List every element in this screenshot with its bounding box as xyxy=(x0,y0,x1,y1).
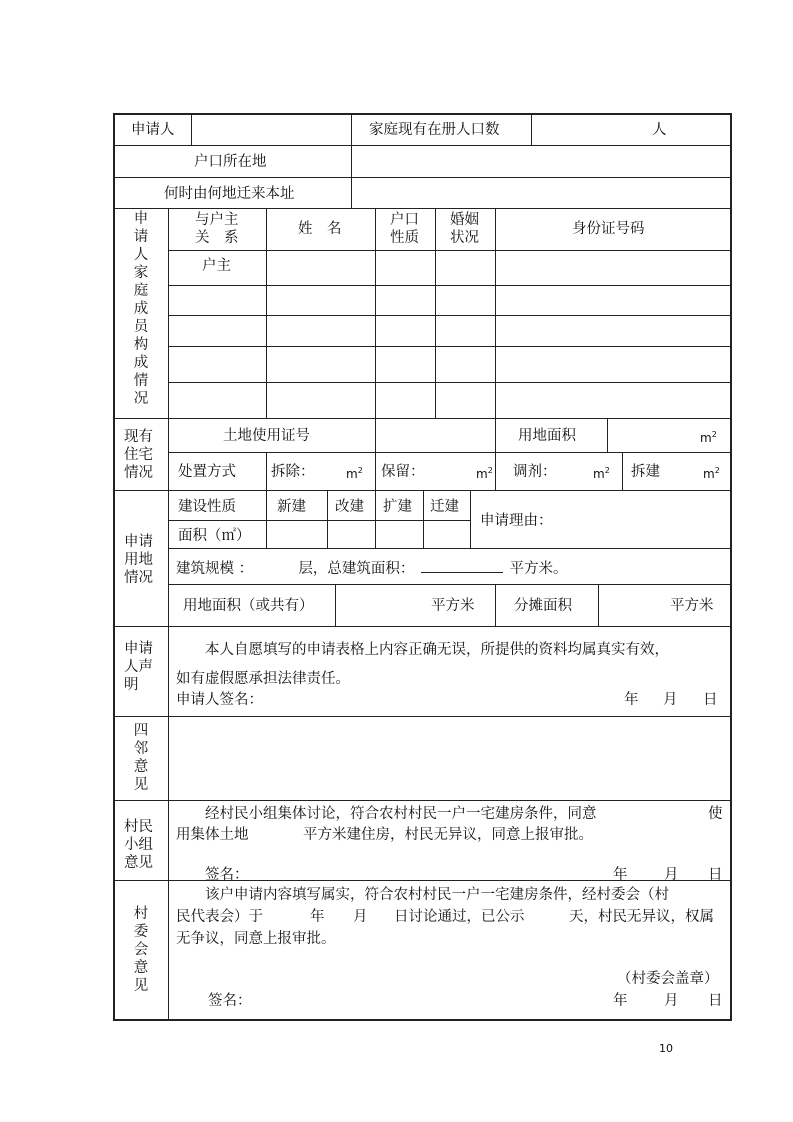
applicant-signature-label: 申请人签名： xyxy=(176,692,263,708)
committee-text-2b: 年 xyxy=(310,909,325,925)
committee-text-3: 无争议，同意上报审批。 xyxy=(176,931,336,947)
group-text-2b: 平方米建住房，村民无异议，同意上报审批。 xyxy=(303,827,593,843)
demolish-label: 拆除： xyxy=(271,464,315,480)
moved-from-field[interactable] xyxy=(352,178,730,208)
land-area-shared-unit: 平方米 xyxy=(431,598,475,614)
committee-signature-label: 签名： xyxy=(208,993,252,1009)
land-area-unit: $m^2$ xyxy=(700,430,717,445)
col-name: 姓 名 xyxy=(298,221,342,237)
build-type-label: 建设性质 xyxy=(178,499,236,515)
declaration-text-2: 如有虚假愿承担法律责任。 xyxy=(176,671,350,687)
adjust-unit: $m^2$ xyxy=(593,466,610,481)
shared-area-label: 分摊面积 xyxy=(514,598,572,614)
committee-text-2d: 日讨论通过，已公示 xyxy=(394,909,525,925)
declaration-text-1: 本人自愿填写的申请表格上内容正确无误，所提供的资料均属真实有效， xyxy=(205,642,669,658)
rebuild-label: 拆建 xyxy=(631,464,660,480)
household-count-field[interactable] xyxy=(532,115,652,145)
group-text-2a: 用集体土地 xyxy=(176,827,249,843)
retain-unit: $m^2$ xyxy=(476,466,493,481)
group-text-1b: 使 xyxy=(708,806,723,822)
committee-year: 年 xyxy=(613,993,628,1009)
committee-text-2c: 月 xyxy=(353,909,368,925)
group-year: 年 xyxy=(613,867,628,883)
hukou-location-label: 户口所在地 xyxy=(194,154,267,170)
declaration-month: 月 xyxy=(663,692,678,708)
neighbors-section-label: 四 邻 意 见 xyxy=(133,723,149,793)
housing-section-label: 现有 住宅 情况 xyxy=(124,429,153,481)
committee-text-2e: 天，村民无异议，权属 xyxy=(569,909,714,925)
build-scale-line: 建筑规模 ： 层，总建筑面积： 平方米。 xyxy=(176,558,568,578)
build-area-label: 面积（㎡） xyxy=(178,528,251,544)
border-left xyxy=(113,113,115,1021)
declaration-year: 年 xyxy=(624,692,639,708)
land-area-label: 用地面积 xyxy=(518,428,576,444)
group-text-1a: 经村民小组集体讨论，符合农村村民一户一宅建房条件，同意 xyxy=(205,806,597,822)
committee-text-2a: 民代表会）于 xyxy=(176,909,263,925)
group-section-label: 村民 小组 意见 xyxy=(124,819,153,871)
rebuild-unit: $m^2$ xyxy=(703,466,720,481)
page-number: 10 xyxy=(659,1042,673,1055)
committee-seal: （村委会盖章） xyxy=(617,971,719,987)
build-type-relocate[interactable]: 迁建 xyxy=(430,499,459,515)
col-hukou-type: 户口 性质 xyxy=(390,212,419,246)
household-count-unit: 人 xyxy=(652,122,667,138)
declaration-day: 日 xyxy=(703,692,718,708)
reason-label: 申请理由： xyxy=(480,513,553,529)
committee-month: 月 xyxy=(664,993,679,1009)
total-area-blank[interactable] xyxy=(421,558,503,573)
applicant-name-field[interactable] xyxy=(192,115,351,145)
build-type-new[interactable]: 新建 xyxy=(277,499,306,515)
build-type-expand[interactable]: 扩建 xyxy=(383,499,412,515)
col-marital: 婚姻 状况 xyxy=(450,212,479,246)
land-area-shared-label: 用地面积（或共有） xyxy=(183,598,314,614)
retain-label: 保留： xyxy=(381,464,425,480)
committee-text-1: 该户申请内容填写属实，符合农村村民一户一宅建房条件，经村委会（村 xyxy=(205,887,669,903)
adjust-label: 调剂： xyxy=(513,464,557,480)
family-section-label: 申 请 人 家 庭 成 员 构 成 情 况 xyxy=(133,211,149,407)
moved-from-label: 何时由何地迁来本址 xyxy=(164,186,295,202)
applicant-label: 申请人 xyxy=(131,122,175,138)
land-use-section-label: 申请 用地 情况 xyxy=(124,534,153,586)
group-day: 日 xyxy=(708,867,723,883)
group-signature-label: 签名： xyxy=(205,867,249,883)
committee-day: 日 xyxy=(708,993,723,1009)
col-relation: 与户主 关 系 xyxy=(195,212,239,246)
build-type-rebuild[interactable]: 改建 xyxy=(335,499,364,515)
group-month: 月 xyxy=(664,867,679,883)
border-bottom xyxy=(113,1019,732,1021)
household-count-label: 家庭现有在册人口数 xyxy=(369,122,500,138)
committee-section-label: 村 委 会 意 见 xyxy=(133,906,149,994)
declaration-section-label: 申请 人声 明 xyxy=(124,641,153,693)
shared-area-unit: 平方米 xyxy=(670,598,714,614)
neighbors-opinion-field[interactable] xyxy=(169,717,730,800)
land-cert-label: 土地使用证号 xyxy=(223,428,310,444)
hukou-location-field[interactable] xyxy=(352,146,730,177)
disposal-label: 处置方式 xyxy=(178,464,236,480)
row-head-relation: 户主 xyxy=(202,258,231,274)
col-id-number: 身份证号码 xyxy=(572,221,645,237)
demolish-unit: $m^2$ xyxy=(346,466,363,481)
